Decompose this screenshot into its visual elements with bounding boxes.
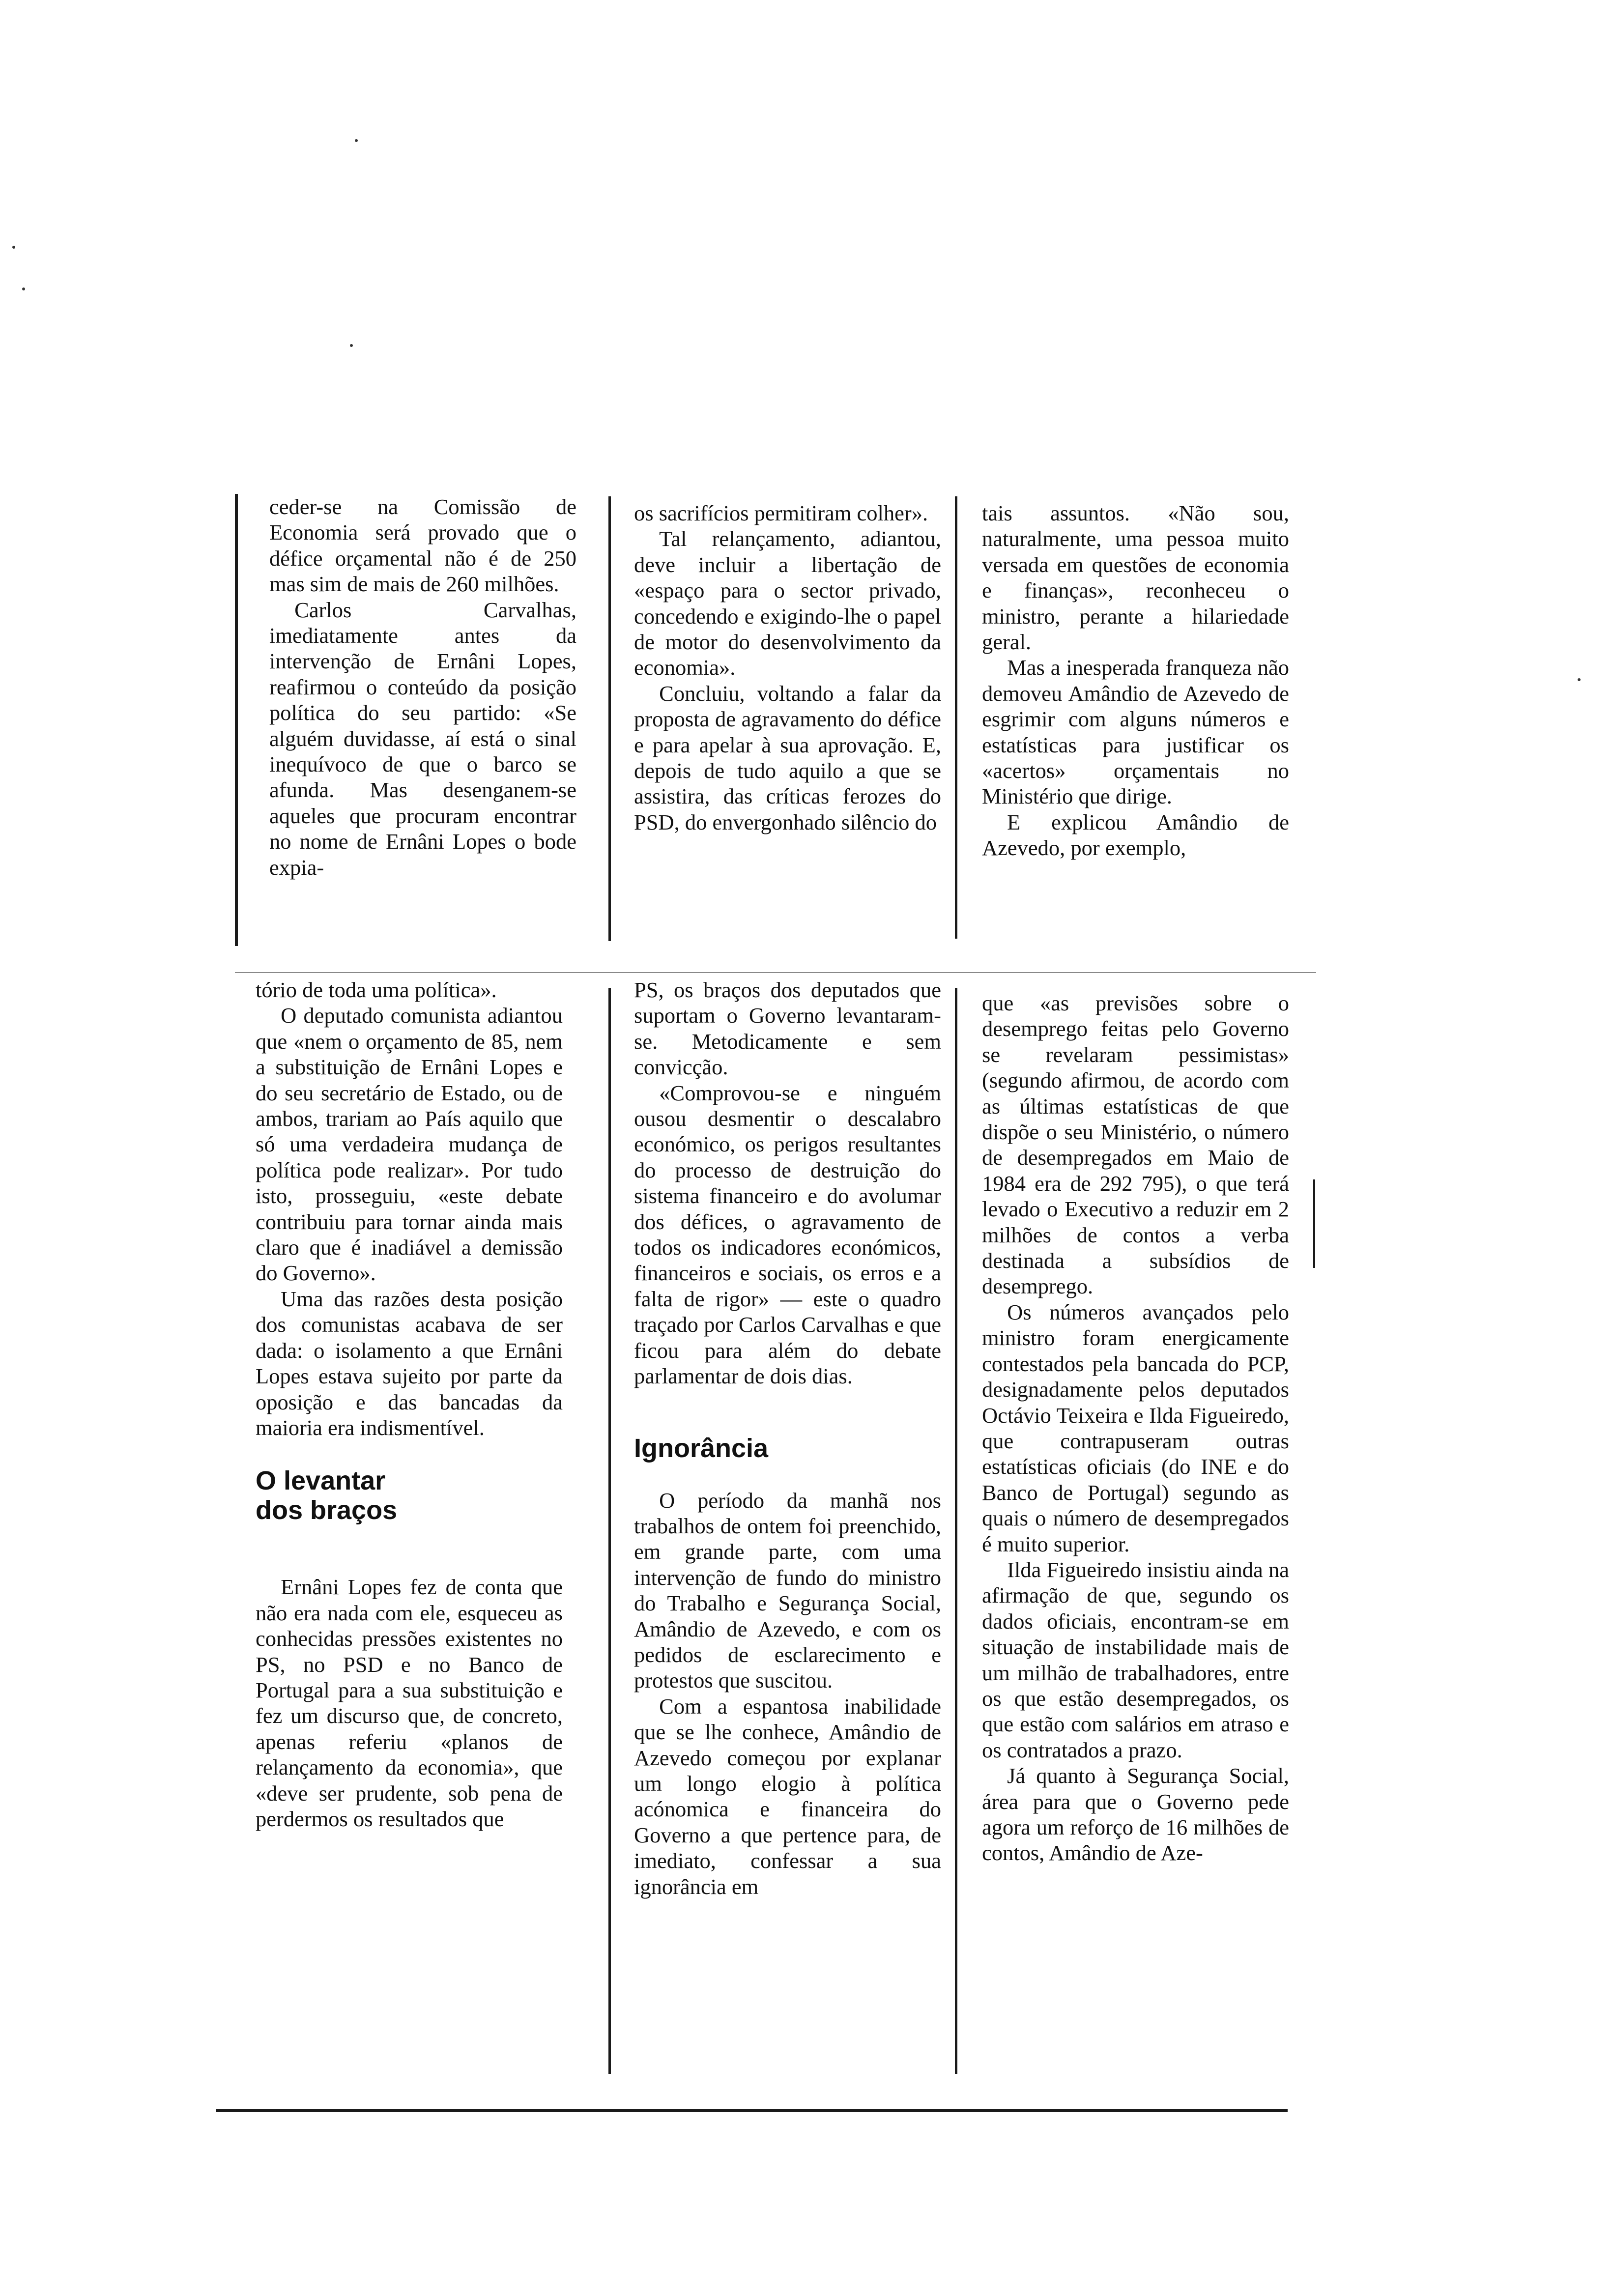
- paragraph: Carlos Carvalhas, imediatamente antes da intervenção de Ernâni Lopes, reafirmou o conteúdo da posição política do seu partido: «Se alguém duvidasse, aí está o sinal inequívoco de que o barco se afunda. Mas desenganem-se aqueles que procuram encontrar no nome de Ernâni Lopes o bode expia-: [269, 597, 576, 880]
- column-rule-1: [608, 496, 611, 941]
- paragraph: Uma das razões desta posição dos comunistas acabava de ser dada: o isolamento a que Ernâni Lopes estava sujeito por parte da oposição e das bancadas da maioria era indismentível.: [256, 1286, 563, 1440]
- paragraph: tório de toda uma política».: [256, 977, 497, 1002]
- scan-speck: [355, 139, 358, 142]
- paragraph: que «as previsões sobre o desemprego feitas pelo Governo se revelaram pessimistas» (segundo afirmou, de acordo com as últimas estatísticas de que dispõe o seu Ministério, o número de desempregados em Maio de 1984 era de 292 795), o que terá levado o Executivo a reduzir em 2 milhões de contos a verba destinada a subsídios de desemprego.: [982, 991, 1289, 1299]
- column-3-top: [982, 500, 1289, 861]
- column-1-top: [269, 494, 576, 880]
- paragraph: E explicou Amândio de Azevedo, por exemplo,: [982, 809, 1289, 861]
- column-rule-3: [955, 496, 957, 939]
- paragraph: O deputado comunista adiantou que «nem o orçamento de 85, nem a substituição de Ernâni Lopes e do seu secretário de Estado, ou de ambos, trariam ao País aquilo que só uma verdadeira mudança de política pode realizar». Por tudo isto, prosseguiu, «este debate contribuiu para tornar ainda mais claro que é inadiável a demissão do Governo».: [256, 1003, 563, 1286]
- scan-speck: [22, 287, 25, 290]
- column-rule-2: [608, 988, 611, 2074]
- fold-line: [235, 972, 1316, 973]
- column-rule-4: [955, 988, 957, 2074]
- paragraph: ceder-se na Comissão de Economia será provado que o défice orçamental não é de 250 mas sim de mais de 260 milhões.: [269, 494, 576, 597]
- column-1-bottom: [256, 977, 563, 1832]
- right-margin-rule: [1313, 1179, 1315, 1268]
- scan-speck: [350, 344, 353, 347]
- paragraph: tais assuntos. «Não sou, naturalmente, uma pessoa muito versada em questões de economia e finanças», reconheceu o ministro, perante a hilariedade geral.: [982, 501, 1289, 655]
- paragraph: «Comprovou-se e ninguém ousou desmentir o descalabro económico, os perigos resultantes do processo de destruição do sistema financeiro e do avolumar dos défices, o agravamento de todos os indicadores económicos, financeiros e sociais, os erros e a falta de rigor» — este o quadro traçado por Carlos Carvalhas e que ficou para além do debate parlamentar de dois dias.: [634, 1080, 941, 1389]
- paragraph: Já quanto à Segurança Social, área para que o Governo pede agora um reforço de 16 milhões de contos, Amândio de Aze-: [982, 1763, 1289, 1866]
- paragraph: Com a espantosa inabilidade que se lhe conhece, Amândio de Azevedo começou por explanar um longo elogio à política acónomica e financeira do Governo a que pertence para, de imediato, confessar a sua ignorância em: [634, 1693, 941, 1899]
- left-margin-rule: [235, 494, 238, 946]
- column-2-top: [634, 500, 941, 835]
- scan-speck: [1578, 678, 1581, 681]
- paragraph: Concluiu, voltando a falar da proposta de agravamento do défice e para apelar à sua aprovação. E, depois de tudo aquilo a que se assistira, das críticas ferozes do PSD, do envergonhado silêncio do: [634, 681, 941, 834]
- section-heading: O levantar dos braços: [256, 1466, 398, 1525]
- column-2-bottom: [634, 977, 941, 1899]
- paragraph: Os números avançados pelo ministro foram energicamente contestados pela bancada do PCP, designadamente pelos deputados Octávio Teixeira e Ilda Figueiredo, que contrapuseram outras estatísticas oficiais (do INE e do Banco de Portugal) segundo as quais o número de desempregados é muito superior.: [982, 1299, 1289, 1556]
- paragraph: O período da manhã nos trabalhos de ontem foi preenchido, em grande parte, com uma intervenção de fundo do ministro do Trabalho e Segurança Social, Amândio de Azevedo, e com os pedidos de esclarecimento e protestos que suscitou.: [634, 1488, 941, 1693]
- paragraph: Ernâni Lopes fez de conta que não era nada com ele, esqueceu as conhecidas pressões existentes no PS, no PSD e no Banco de Portugal para a sua substituição e fez um discurso que, de concreto, apenas referiu «planos de relançamento da economia», que «deve ser prudente, sob pena de perdermos os resultados que: [256, 1575, 563, 1831]
- paragraph: Mas a inesperada franqueza não demoveu Amândio de Azevedo de esgrimir com alguns números e estatísticas para justificar os «acertos» orçamentais no Ministério que dirige.: [982, 655, 1289, 809]
- paragraph: Ilda Figueiredo insistiu ainda na afirmação de que, segundo os dados oficiais, encontram-se em situação de instabilidade mais de um milhão de trabalhadores, entre os que estão desempregados, os que estão com salários em atraso e os contratados a prazo.: [982, 1557, 1289, 1762]
- paragraph: os sacrifícios permitiram colher».: [634, 501, 928, 525]
- paragraph: Tal relançamento, adiantou, deve incluir a libertação de «espaço para o sector privado, concedendo e exigindo-lhe o papel de motor do desenvolvimento da economia».: [634, 526, 941, 680]
- paragraph: PS, os braços dos deputados que suportam o Governo levantaram-se. Metodicamente e sem convicção.: [634, 977, 941, 1080]
- scan-speck: [12, 246, 15, 249]
- section-heading: Ignorância: [634, 1433, 769, 1463]
- bottom-rule: [216, 2109, 1288, 2112]
- column-3-bottom: [982, 990, 1289, 1866]
